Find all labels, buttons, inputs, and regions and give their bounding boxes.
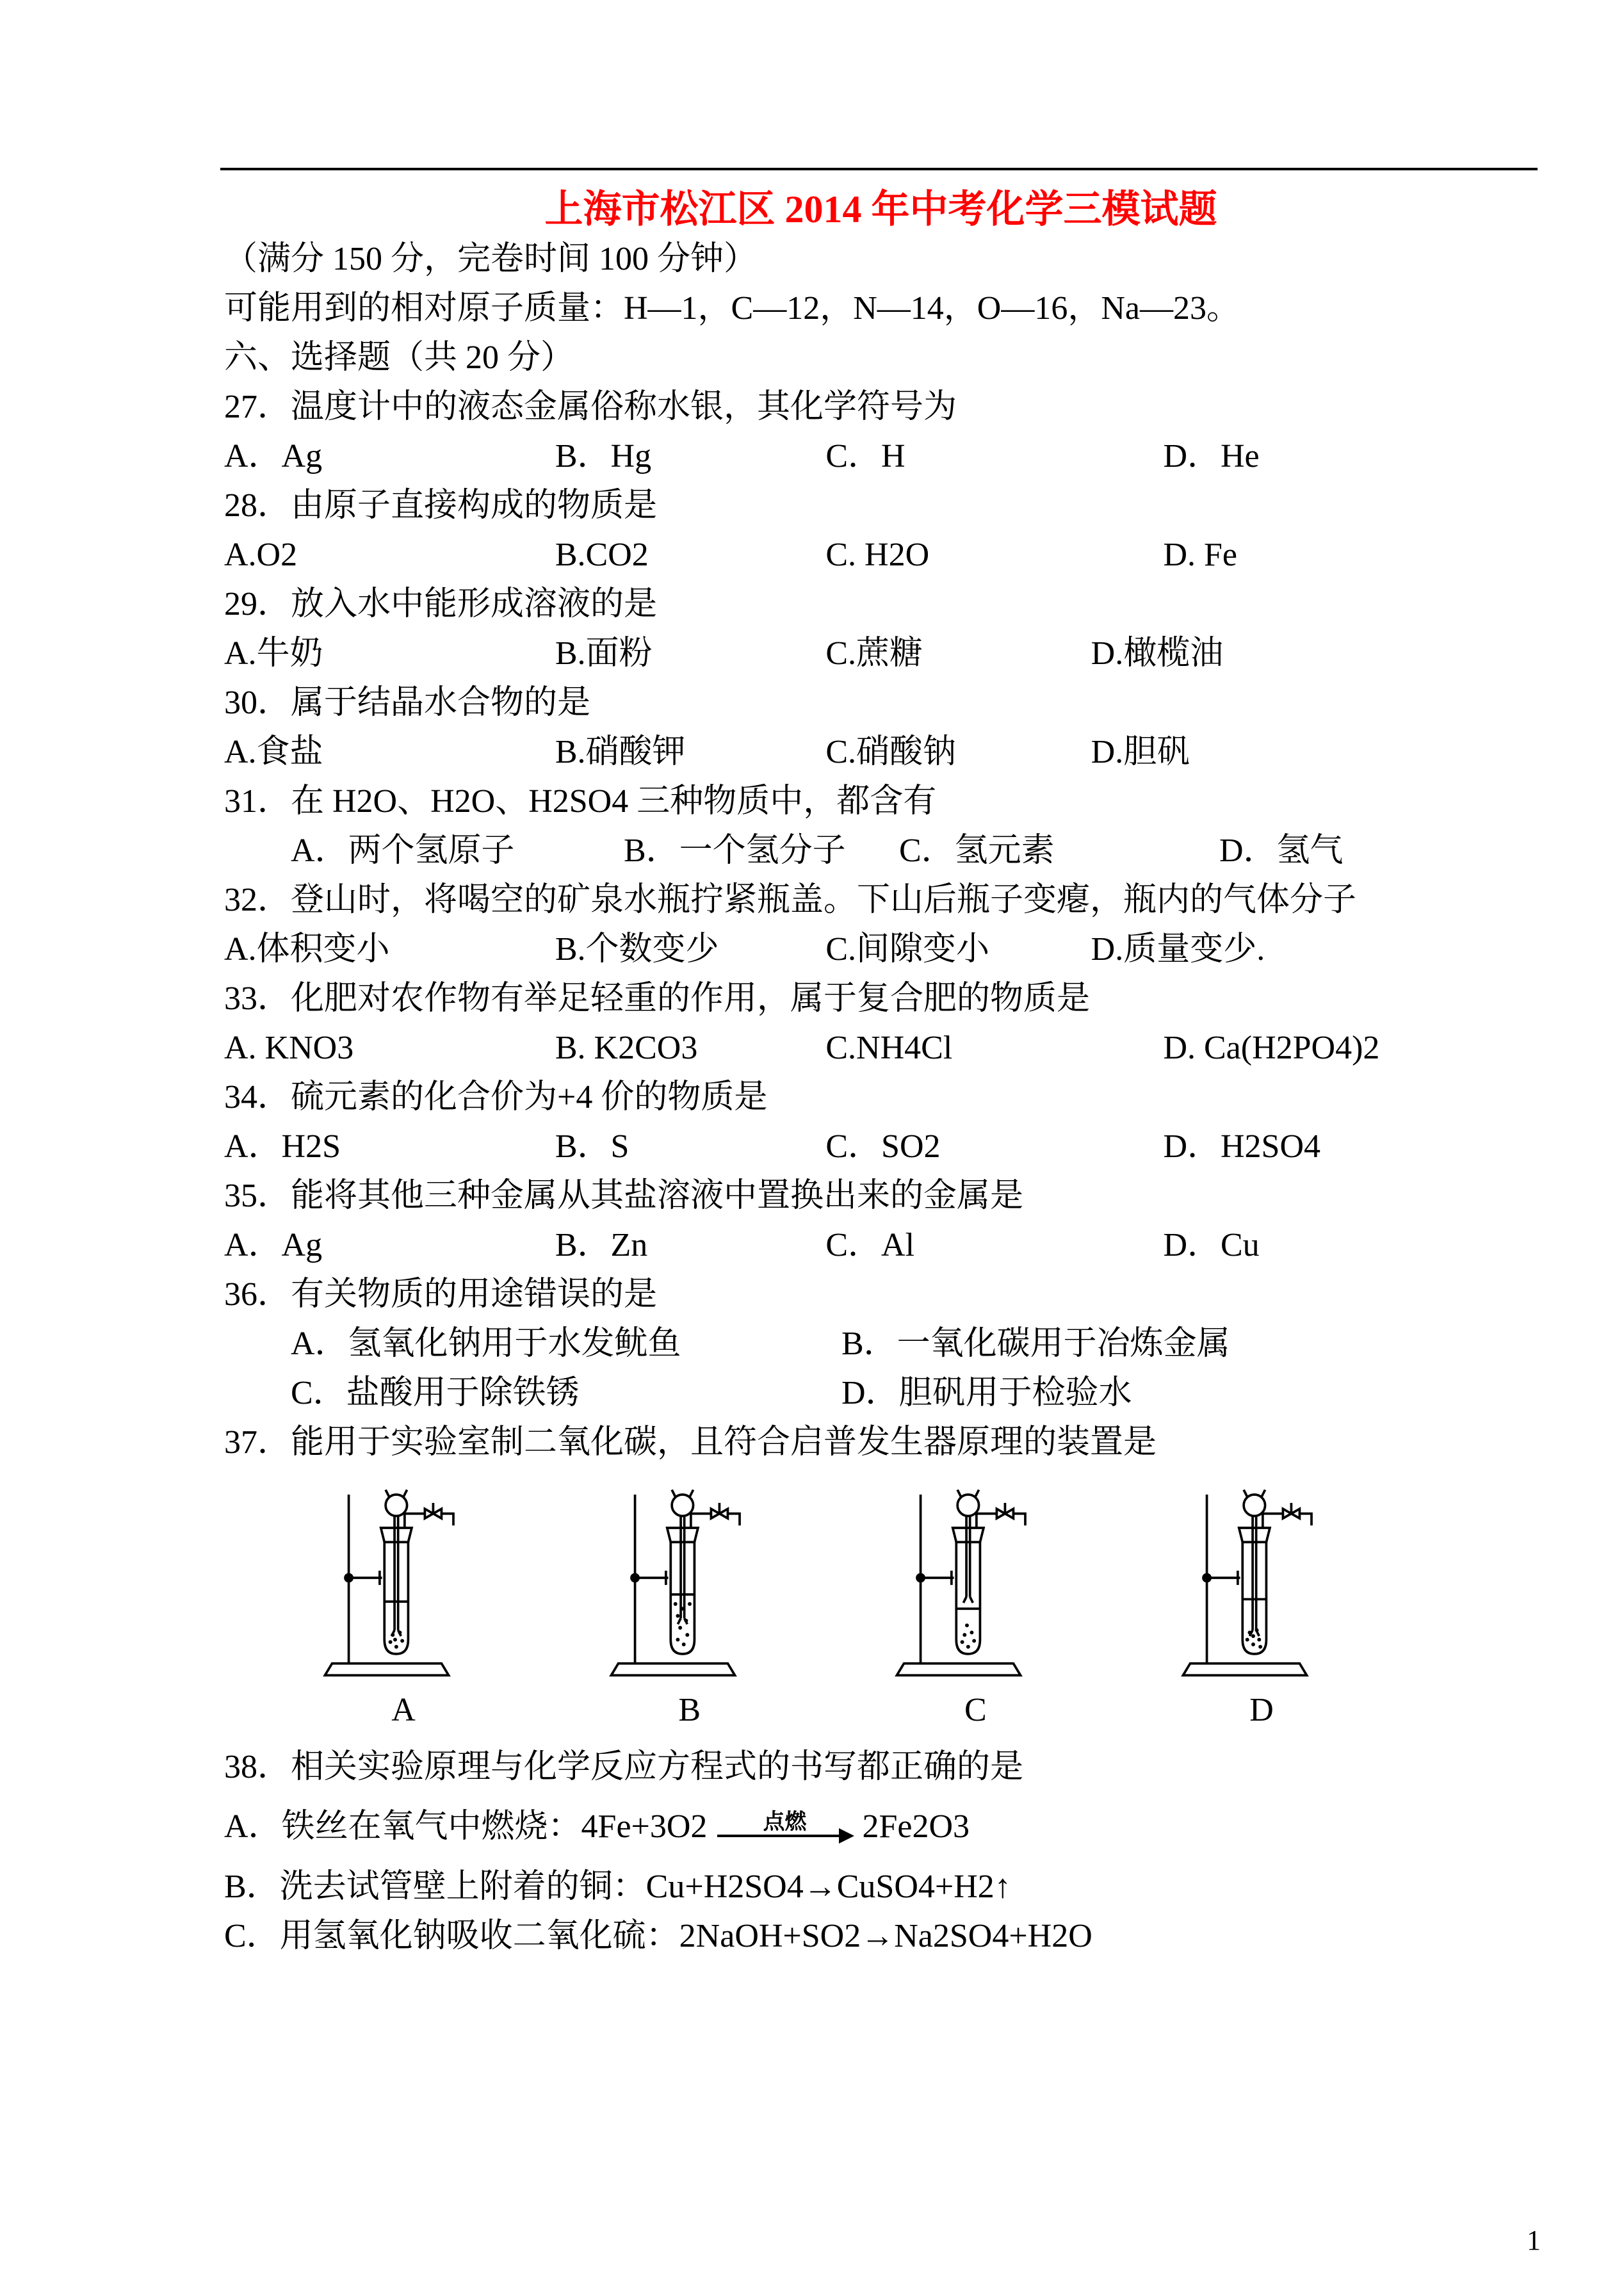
question-31-options	[224, 826, 1538, 875]
exam-meta: （满分 150 分，完卷时间 100 分钟）	[224, 241, 758, 277]
option-32-b: B.个数变少	[555, 931, 719, 968]
option-34-a: A．H2S	[224, 1128, 341, 1165]
question-31-stem: 31．在 H2O、H2O、H2SO4 三种物质中，都含有	[224, 783, 937, 820]
question-34-options	[224, 1122, 1538, 1171]
apparatus-figure-a	[320, 1485, 487, 1731]
apparatus-label-a: A	[391, 1692, 416, 1728]
option-35-b: B．Zn	[555, 1227, 648, 1263]
option-28-a: A.O2	[224, 537, 298, 573]
right-arrow-icon	[717, 1835, 852, 1837]
atomic-mass-note: 可能用到的相对原子质量：H—1，C—12，N—14，O—16，Na—23。	[224, 290, 1240, 327]
question-37-stem: 37．能用于实验室制二氧化碳，且符合启普发生器原理的装置是	[224, 1424, 1157, 1461]
option-38-a-pre: A．铁丝在氧气中燃烧：4Fe+3O2	[224, 1808, 708, 1845]
question-35-options	[224, 1220, 1538, 1270]
option-27-b: B．Hg	[555, 438, 652, 474]
option-38-b: B．洗去试管壁上附着的铜：Cu+H2SO4→CuSO4+H2↑	[224, 1869, 1011, 1905]
question-27-stem: 27．温度计中的液态金属俗称水银，其化学符号为	[224, 389, 957, 425]
option-34-c: C．SO2	[825, 1128, 941, 1165]
option-31-b: B．一个氢分子	[624, 832, 846, 869]
apparatus-figure-d	[1178, 1485, 1345, 1731]
option-29-b: B.面粉	[555, 635, 653, 672]
option-36-d: D．胆矾用于检验水	[841, 1375, 1132, 1411]
option-30-a: A.食盐	[224, 734, 323, 770]
question-27-options	[224, 432, 1538, 481]
question-37-diagrams	[320, 1485, 1345, 1731]
option-31-d: D．氢气	[1219, 832, 1344, 869]
question-36-options-row2	[224, 1368, 1538, 1418]
apparatus-figure-c	[892, 1485, 1059, 1731]
option-27-c: C．H	[825, 438, 905, 474]
question-30-stem: 30．属于结晶水合物的是	[224, 685, 591, 721]
question-38-stem: 38．相关实验原理与化学反应方程式的书写都正确的是	[224, 1749, 1024, 1785]
option-29-a: A.牛奶	[224, 635, 323, 672]
option-27-a: A．Ag	[224, 438, 323, 474]
option-29-d: D.橄榄油	[1091, 635, 1224, 672]
option-30-c: C.硝酸钠	[825, 734, 957, 770]
question-29-options	[224, 629, 1538, 678]
option-31-c: C．氢元素	[899, 832, 1055, 869]
option-28-c: C. H2O	[825, 537, 930, 573]
option-38-a	[224, 1792, 1538, 1862]
option-35-c: C．Al	[825, 1227, 915, 1263]
option-38-c: C．用氢氧化钠吸收二氧化硫：2NaOH+SO2→Na2SO4+H2O	[224, 1918, 1092, 1954]
option-28-d: D. Fe	[1163, 537, 1237, 573]
question-28-options	[224, 530, 1538, 580]
apparatus-label-b: B	[678, 1692, 701, 1728]
question-33-options	[224, 1023, 1538, 1073]
section-header: 六、选择题（共 20 分）	[224, 339, 574, 376]
option-33-b: B. K2CO3	[555, 1030, 698, 1066]
option-31-a: A．两个氢原子	[291, 832, 515, 869]
question-35-stem: 35．能将其他三种金属从其盐溶液中置换出来的金属是	[224, 1178, 1024, 1214]
option-38-a-post: 2Fe2O3	[862, 1808, 970, 1845]
question-34-stem: 34．硫元素的化合价为+4 价的物质是	[224, 1079, 768, 1115]
option-28-b: B.CO2	[555, 537, 649, 573]
apparatus-label-d: D	[1249, 1692, 1274, 1728]
question-36-stem: 36．有关物质的用途错误的是	[224, 1276, 658, 1313]
reaction-arrow	[717, 1809, 852, 1845]
option-32-a: A.体积变小	[224, 931, 390, 968]
question-28-stem: 28．由原子直接构成的物质是	[224, 487, 658, 524]
option-35-a: A．Ag	[224, 1227, 323, 1263]
option-30-d: D.胆矾	[1091, 734, 1190, 770]
option-27-d: D．He	[1163, 438, 1260, 474]
option-34-b: B．S	[555, 1128, 629, 1165]
option-35-d: D．Cu	[1163, 1227, 1260, 1263]
apparatus-a-diagram	[320, 1485, 487, 1687]
question-32-stem: 32．登山时，将喝空的矿泉水瓶拧紧瓶盖。下山后瓶子变瘪，瓶内的气体分子	[224, 882, 1357, 918]
option-36-c: C．盐酸用于除铁锈	[291, 1375, 580, 1411]
option-36-b: B．一氧化碳用于冶炼金属	[841, 1326, 1230, 1362]
apparatus-figure-b	[606, 1485, 773, 1731]
page-number: 1	[1527, 2225, 1541, 2256]
apparatus-b-diagram	[606, 1485, 773, 1687]
option-32-d: D.质量变少.	[1091, 931, 1265, 968]
option-36-a: A．氢氧化钠用于水发鱿鱼	[291, 1326, 681, 1362]
apparatus-c-diagram	[892, 1485, 1059, 1687]
question-33-stem: 33．化肥对农作物有举足轻重的作用，属于复合肥的物质是	[224, 980, 1091, 1017]
option-30-b: B.硝酸钾	[555, 734, 686, 770]
reaction-condition: 点燃	[763, 1810, 807, 1834]
apparatus-d-diagram	[1178, 1485, 1345, 1687]
apparatus-label-c: C	[964, 1692, 987, 1728]
question-32-options	[224, 925, 1538, 974]
top-rule	[220, 168, 1538, 170]
exam-title: 上海市松江区 2014 年中考化学三模试题	[544, 188, 1217, 231]
option-34-d: D．H2SO4	[1163, 1128, 1321, 1165]
option-29-c: C.蔗糖	[825, 635, 923, 672]
option-33-c: C.NH4Cl	[825, 1030, 953, 1066]
option-33-d: D. Ca(H2PO4)2	[1163, 1030, 1380, 1066]
option-33-a: A. KNO3	[224, 1030, 354, 1066]
question-36-options-row1	[224, 1319, 1538, 1368]
question-30-options	[224, 727, 1538, 777]
option-32-c: C.间隙变小	[825, 931, 990, 968]
question-29-stem: 29．放入水中能形成溶液的是	[224, 586, 658, 622]
